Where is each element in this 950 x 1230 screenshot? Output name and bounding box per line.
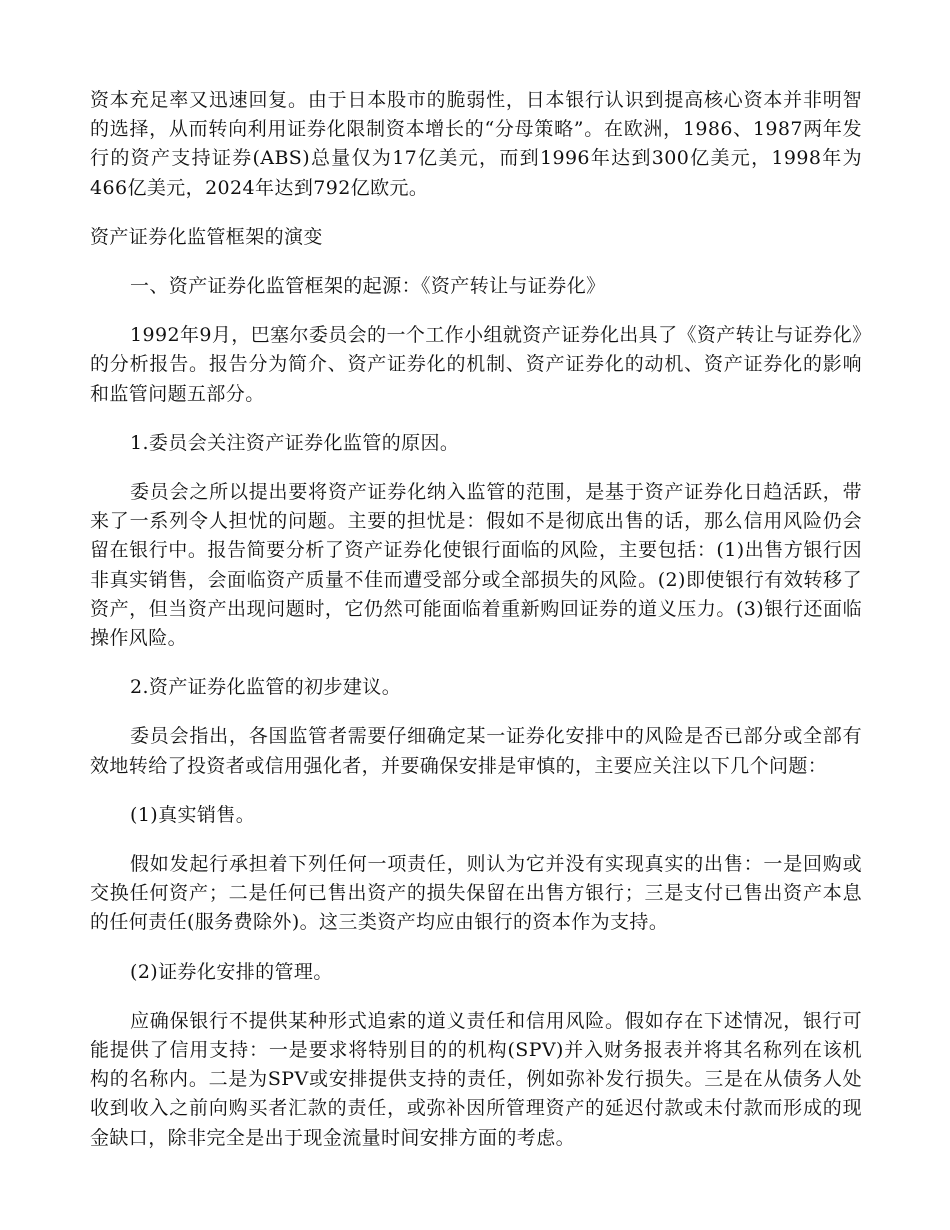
paragraph-concerns: 委员会之所以提出要将资产证券化纳入监管的范围，是基于资产证券化日趋活跃，带来了一系列令人担忧的问题。主要的担忧是：假如不是彻底出售的话，那么信用风险仍会留在银行中。报告简要分析了资产证券化使银行面临的风险，主要包括：(1)出售方银行因非真实销售，会面临资产质量不佳而遭受部分或全部损失的风险。(2)即使银行有效转移了资产，但当资产出现问题时，它仍然可能面临着重新购回证券的道义压力。(3)银行还面临操作风险。 (90, 481, 862, 650)
subsection-heading-origin: 一、资产证券化监管框架的起源：《资产转让与证券化》 (130, 275, 606, 298)
paragraph-true-sale: 假如发起行承担着下列任何一项责任，则认为它并没有实现真实的出售：一是回购或交换任何资产；二是任何已售出资产的损失保留在出售方银行；三是支付已售出资产本息的任何责任(服务费除外)。这三类资产均应由银行的资本作为支持。 (90, 853, 862, 934)
subheading-true-sale: (1)真实销售。 (130, 803, 256, 826)
paragraph-basel-report: 1992年9月，巴塞尔委员会的一个工作小组就资产证券化出具了《资产转让与证券化》的分析报告。报告分为简介、资产证券化的机制、资产证券化的动机、资产证券化的影响和监管问题五部分。 (90, 324, 862, 405)
subheading-arrangement-management: (2)证券化安排的管理。 (130, 960, 333, 983)
paragraph-credit-support: 应确保银行不提供某种形式追索的道义责任和信用风险。假如存在下述情况，银行可能提供了信用支持：一是要求将特别目的的机构(SPV)并入财务报表并将其名称列在该机构的名称内。二是为SPV或安排提供支持的责任，例如弥补发行损失。三是在从债务人处收到收入之前向购买者汇款的责任，或弥补因所管理资产的延迟付款或未付款而形成的现金缺口，除非完全是出于现金流量时间安排方面的考虑。 (90, 1009, 862, 1149)
paragraph-securitization-stats: 资本充足率又迅速回复。由于日本股市的脆弱性，日本银行认识到提高核心资本并非明智的选择，从而转向利用证券化限制资本增长的“分母策略”。在欧洲，1986、1987两年发行的资产支持证券(ABS)总量仅为17亿美元，而到1996年达到300亿美元，1998年为466亿美元，2024年达到792亿欧元。 (90, 89, 862, 199)
subheading-reasons: 1.委员会关注资产证券化监管的原因。 (130, 431, 460, 454)
paragraph-supervisors: 委员会指出，各国监管者需要仔细确定某一证券化安排中的风险是否已部分或全部有效地转给了投资者或信用强化者，并要确保安排是审慎的，主要应关注以下几个问题： (90, 725, 862, 777)
subheading-recommendations: 2.资产证券化监管的初步建议。 (130, 676, 402, 699)
document-body (90, 86, 862, 1173)
section-heading: 资产证券化监管框架的演变 (90, 225, 323, 248)
